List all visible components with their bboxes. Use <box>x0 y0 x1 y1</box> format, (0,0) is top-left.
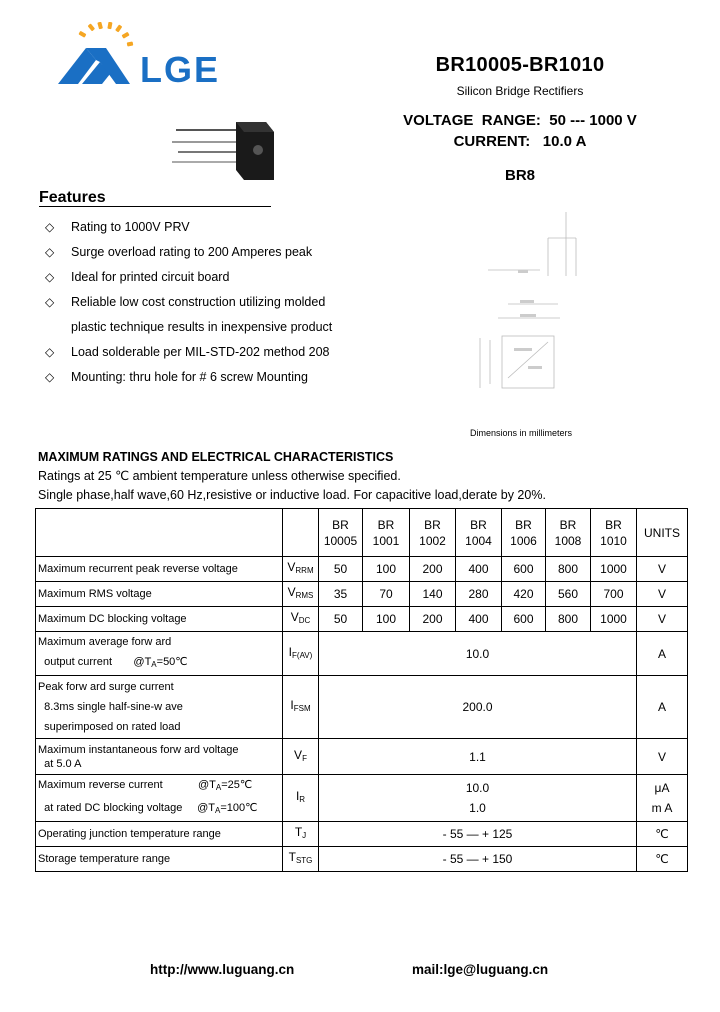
column-header: BR 1002 <box>410 509 456 557</box>
diamond-bullet-icon: ◇ <box>45 295 55 309</box>
feature-item: ◇ Reliable low cost construction utilizing molded <box>45 295 326 309</box>
bridge-rectifier-image <box>170 118 280 182</box>
ratings-heading: MAXIMUM RATINGS AND ELECTRICAL CHARACTERISTICS <box>38 450 394 464</box>
spec-table <box>35 508 688 872</box>
feature-item: ◇ Mounting: thru hole for # 6 screw Mounting <box>45 370 308 384</box>
footer-website-link[interactable]: http://www.luguang.cn <box>150 962 295 977</box>
units-header: UNITS <box>637 509 688 557</box>
table-row: Maximum average forw ard output current $@T_A=50℃$ $I_{F(AV)}$ 10.0 A <box>36 632 688 676</box>
feature-item: ◇ Load solderable per MIL-STD-202 method 208 <box>45 345 330 359</box>
table-row: Maximum DC blocking voltage $V_{DC}$ 50 100 200 400 600 800 1000 V <box>36 607 688 632</box>
column-header: BR 1006 <box>502 509 546 557</box>
table-header-row <box>36 509 688 557</box>
logo-text: LGE <box>140 49 221 90</box>
table-row: Storage temperature range $T_{STG}$ - 55 — + 150 ℃ <box>36 847 688 872</box>
package-name: BR8 <box>504 167 535 184</box>
table-row: Maximum recurrent peak reverse voltage $V_{RRM}$ 50 100 200 400 600 800 1000 V <box>36 557 688 582</box>
column-header: BR 1001 <box>363 509 410 557</box>
part-number-title: BR10005-BR1010 <box>435 54 605 76</box>
dimension-drawing <box>468 208 608 408</box>
feature-item: ◇ Surge overload rating to 200 Amperes peak <box>45 245 313 259</box>
diamond-bullet-icon: ◇ <box>45 370 55 384</box>
voltage-range: VOLTAGE RANGE: 50 --- 1000 V <box>403 112 637 129</box>
column-header: BR 1008 <box>546 509 591 557</box>
dimensions-caption: Dimensions in millimeters <box>470 428 573 438</box>
ratings-note-load: Single phase,half wave,60 Hz,resistive or inductive load. For capacitive load,derate by 20%. <box>38 488 546 502</box>
feature-item: ◇ Ideal for printed circuit board <box>45 270 230 284</box>
table-row: Maximum RMS voltage $V_{RMS}$ 35 70 140 280 420 560 700 V <box>36 582 688 607</box>
table-row: Maximum reverse current $@T_A=25℃$ at rated DC blocking voltage $@T_A=100℃$ $I_R$ 10.0 1.0 μA m A <box>36 775 688 822</box>
current-rating: CURRENT: 10.0 A <box>453 133 587 150</box>
product-subtitle: Silicon Bridge Rectifiers <box>456 84 584 98</box>
diamond-bullet-icon: ◇ <box>45 345 55 359</box>
logo-sunburst-icon <box>78 22 133 46</box>
logo-mountain-icon <box>58 48 130 84</box>
features-underline <box>39 206 271 207</box>
table-row: Operating junction temperature range $T_J$ - 55 — + 125 ℃ <box>36 822 688 847</box>
column-header: BR 1010 <box>591 509 637 557</box>
column-header: BR 1004 <box>456 509 502 557</box>
table-row: Peak forw ard surge current 8.3ms single half-sine-w ave superimposed on rated load $I_{FSM}$ 200.0 A <box>36 676 688 739</box>
diamond-bullet-icon: ◇ <box>45 270 55 284</box>
table-row: Maximum instantaneous forw ard voltage at 5.0 A $V_F$ 1.1 V <box>36 739 688 775</box>
lge-logo <box>56 22 246 90</box>
diamond-bullet-icon: ◇ <box>45 220 55 234</box>
column-header: BR 10005 <box>319 509 363 557</box>
ratings-note-temperature: Ratings at 25 ℃ ambient temperature unless otherwise specified. <box>38 469 401 483</box>
footer-email-link[interactable]: mail:lge@luguang.cn <box>412 962 549 977</box>
features-heading: Features <box>39 189 106 206</box>
feature-item: ◇ Rating to 1000V PRV <box>45 220 190 234</box>
diamond-bullet-icon: ◇ <box>45 245 55 259</box>
feature-item: plastic technique results in inexpensive product <box>71 320 333 334</box>
